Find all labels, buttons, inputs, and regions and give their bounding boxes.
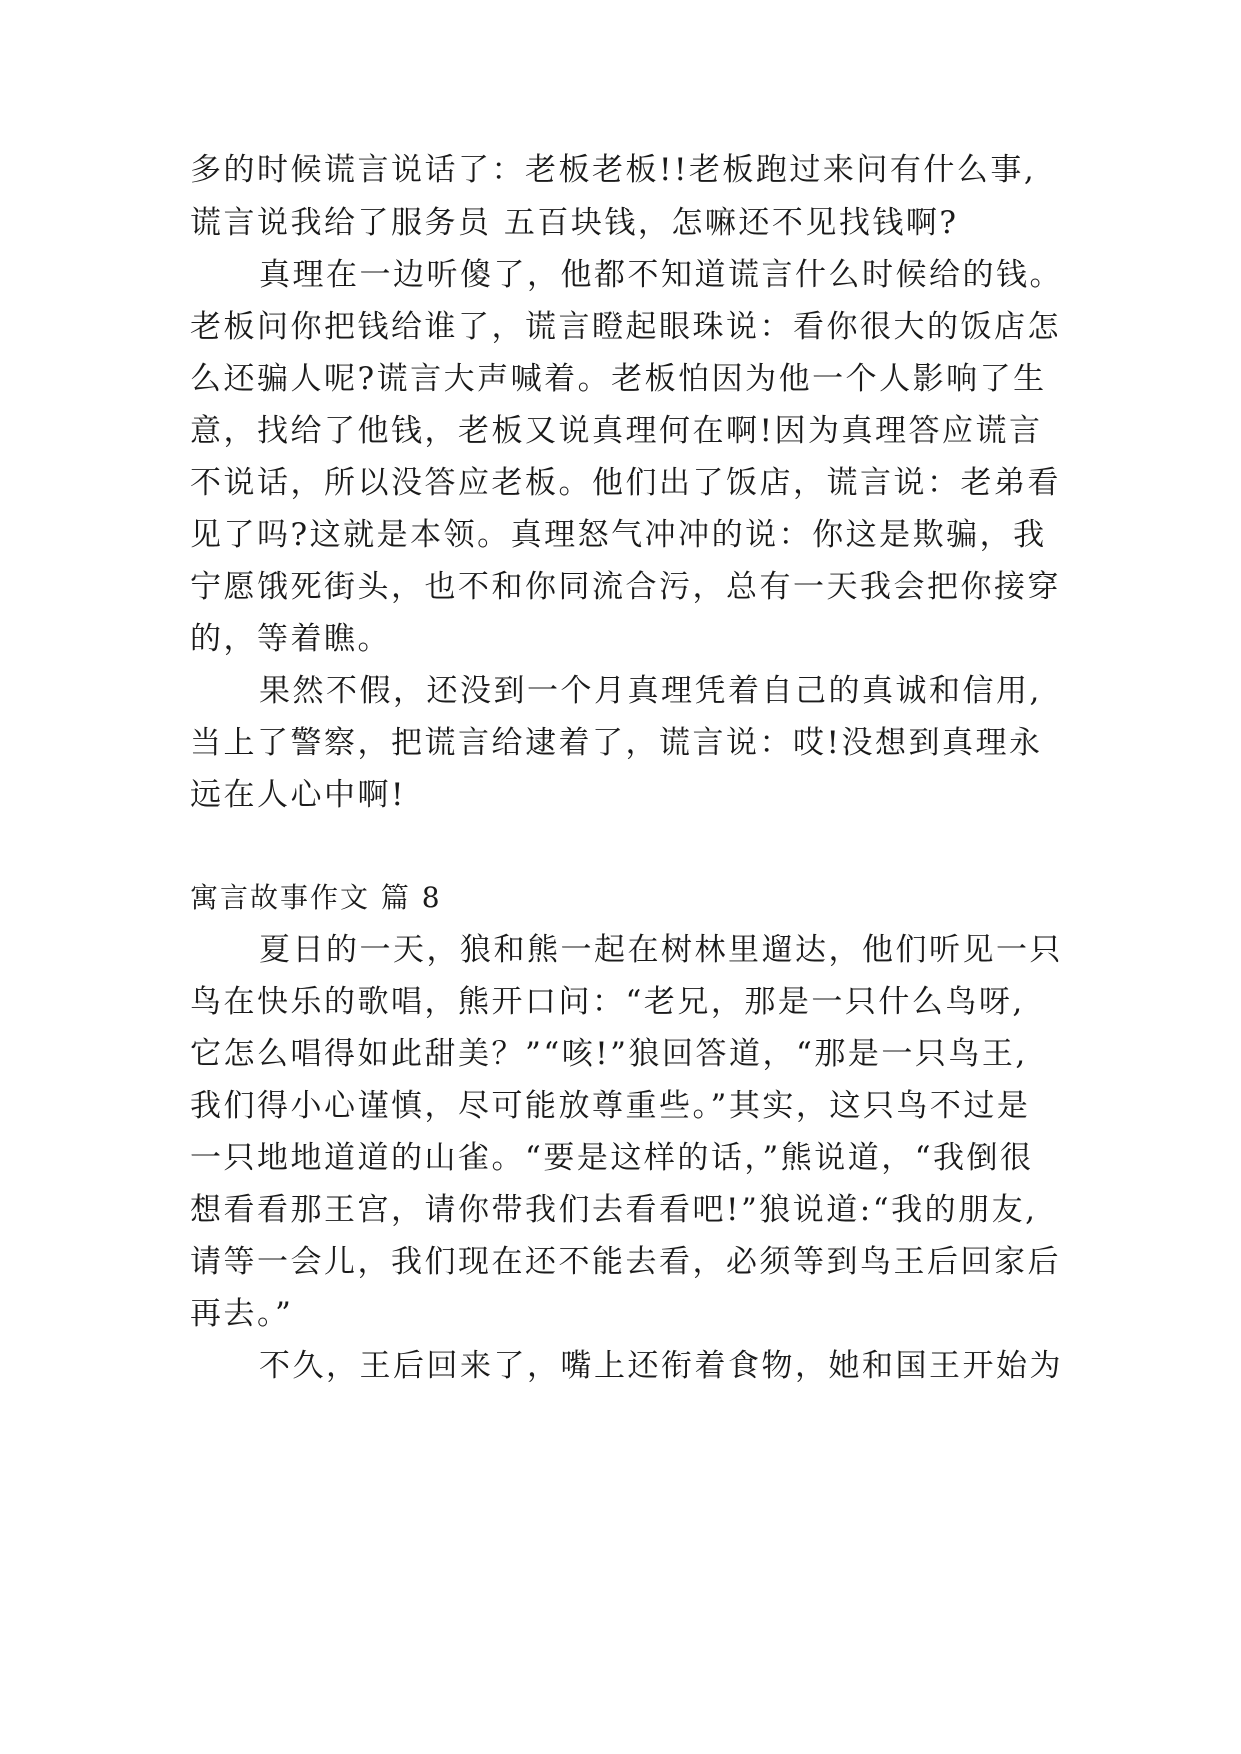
paragraph-line: 果然不假，还没到一个月真理凭着自己的真诚和信用, (259, 673, 1042, 709)
paragraph-line: 老板问你把钱给谁了，谎言瞪起眼珠说：看你很大的饭店怎 (190, 309, 1061, 345)
paragraph-line: 想看看那王宫，请你带我们去看看吧!”狼说道:“我的朋友, (190, 1192, 1038, 1228)
paragraph-line: 远在人心中啊! (190, 777, 406, 813)
paragraph-line: 再去。” (190, 1296, 294, 1332)
paragraph-line: 不久，王后回来了，嘴上还衔着食物，她和国王开始为 (259, 1348, 1063, 1384)
paragraph-line: 一只地地道道的山雀。“要是这样的话，”熊说道，“我倒很 (190, 1140, 1034, 1176)
paragraph-line: 的，等着瞧。 (190, 621, 391, 657)
section-heading: 寓言故事作文 篇 8 (190, 881, 442, 914)
paragraph-line: 夏日的一天，狼和熊一起在树林里遛达，他们听见一只 (259, 932, 1063, 968)
paragraph-line: 么还骗人呢?谎言大声喊着。老板怕因为他一个人影响了生 (190, 361, 1047, 397)
paragraph-line: 多的时候谎言说话了：老板老板!!老板跑过来问有什么事, (190, 152, 1037, 188)
paragraph-line: 请等一会儿，我们现在还不能去看，必须等到鸟王后回家后 (190, 1244, 1061, 1280)
paragraph-line: 当上了警察，把谎言给逮着了，谎言说：哎!没想到真理永 (190, 725, 1043, 761)
paragraph-line: 宁愿饿死街头，也不和你同流合污，总有一天我会把你接穿 (190, 569, 1061, 605)
paragraph-line: 它怎么唱得如此甜美？”“咳!”狼回答道，“那是一只鸟王, (190, 1036, 1028, 1072)
paragraph-line: 鸟在快乐的歌唱，熊开口问：“老兄，那是一只什么鸟呀, (190, 984, 1025, 1020)
paragraph-line: 见了吗?这就是本领。真理怒气冲冲的说：你这是欺骗，我 (190, 517, 1047, 553)
paragraph-line: 谎言说我给了服务员 五百块钱，怎嘛还不见找钱啊? (190, 205, 959, 241)
paragraph-line: 真理在一边听傻了，他都不知道谎言什么时候给的钱。 (259, 257, 1063, 293)
paragraph-line: 不说话，所以没答应老板。他们出了饭店，谎言说：老弟看 (190, 465, 1061, 501)
paragraph-line: 我们得小心谨慎，尽可能放尊重些。”其实，这只鸟不过是 (190, 1088, 1031, 1124)
paragraph-line: 意，找给了他钱，老板又说真理何在啊!因为真理答应谎言 (190, 413, 1043, 449)
